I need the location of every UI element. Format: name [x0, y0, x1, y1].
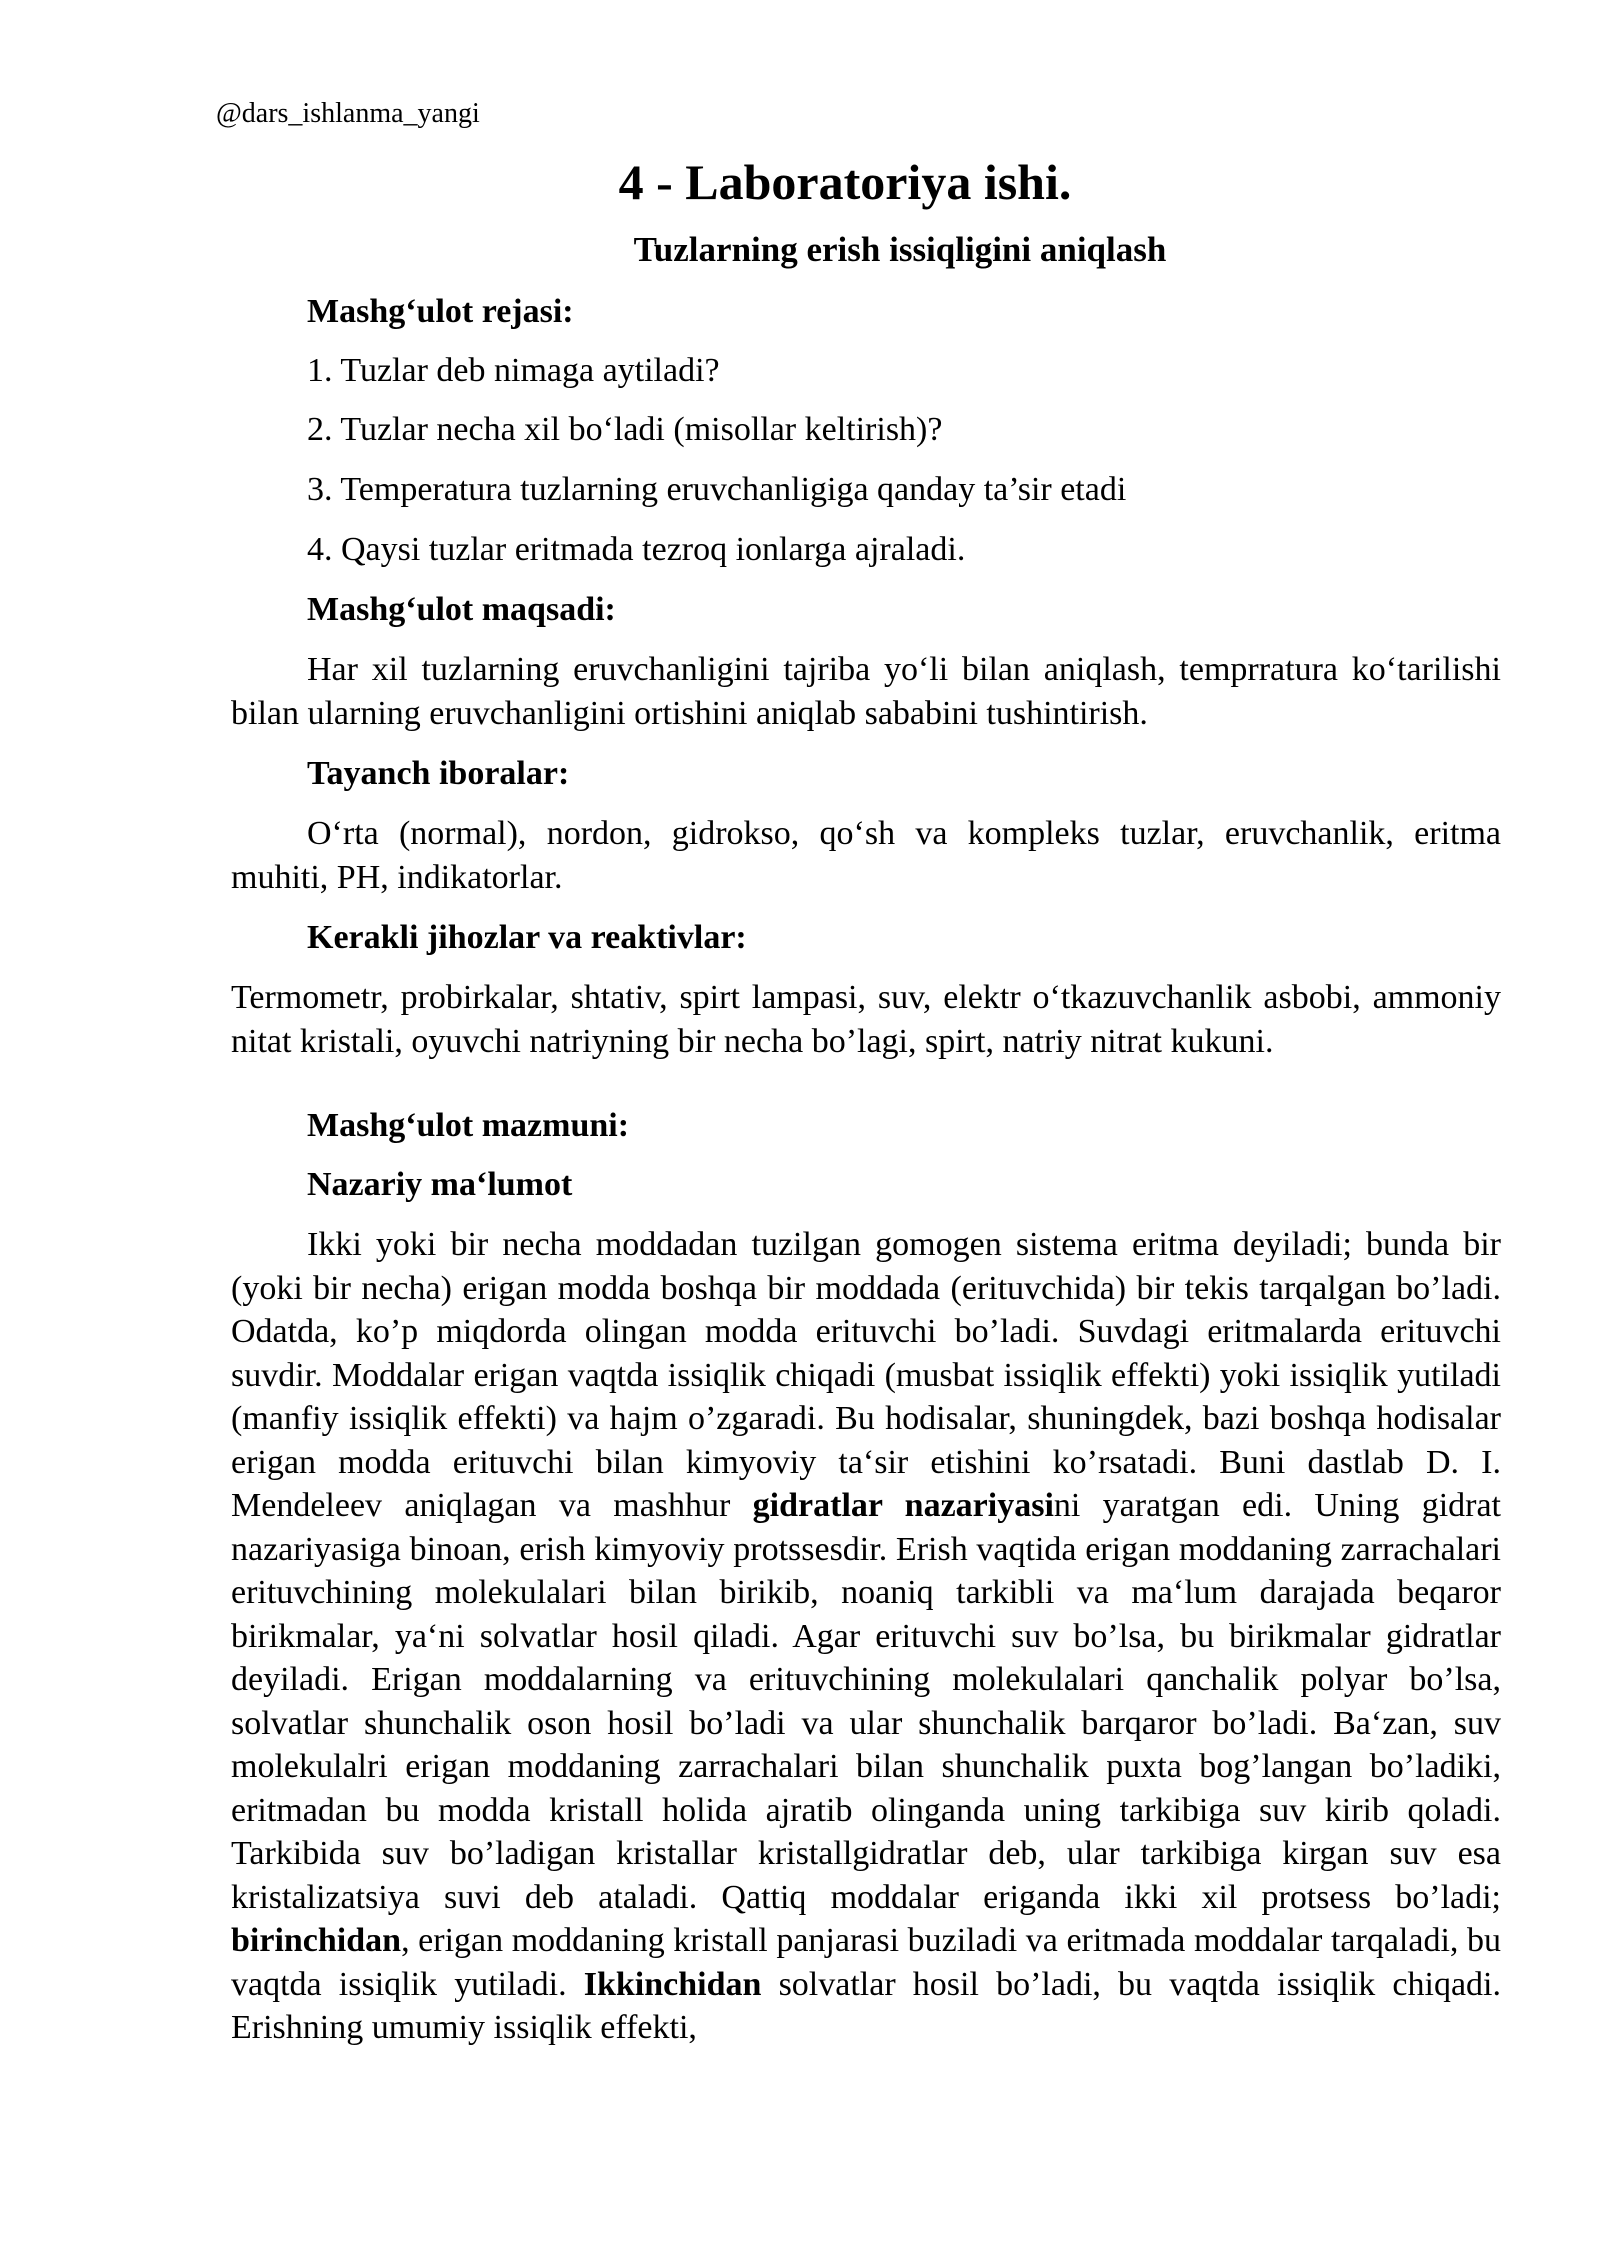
keywords-heading: Tayanch iboralar:	[307, 755, 570, 792]
keywords-text: O‘rta (normal), nordon, gidrokso, qo‘sh va kompleks tuzlar, eruvchanlik, eritma muhiti, PH, indikatorlar.	[231, 815, 1501, 896]
plan-item-1: 1. Tuzlar deb nimaga aytiladi?	[307, 352, 720, 389]
term-second: Ikkinchidan	[583, 1965, 762, 2003]
theory-paragraph	[231, 1223, 1501, 2050]
channel-watermark: @dars_ishlanma_yangi	[216, 98, 480, 129]
goal-text: Har xil tuzlarning eruvchanligini tajriba yo‘li bilan aniqlash, temprratura ko‘tarilishi bilan ularning eruvchanligini ortishini aniqlab sababini tushintirish.	[231, 651, 1501, 732]
equipment-text: Termometr, probirkalar, shtativ, spirt lampasi, suv, elektr o‘tkazuvchanlik asbobi, ammoniy nitat kristali, oyuvchi natriyning bir necha bo’lagi, spirt, natriy nitrat kukuni.	[231, 979, 1501, 1060]
page-subtitle: Tuzlarning erish issiqligini aniqlash	[633, 230, 1167, 269]
content-heading: Mashg‘ulot mazmuni:	[307, 1107, 630, 1144]
page-title: 4 - Laboratoriya ishi.	[618, 154, 1072, 210]
equipment-heading: Kerakli jihozlar va reaktivlar:	[307, 919, 747, 956]
goal-heading: Mashg‘ulot maqsadi:	[307, 591, 616, 628]
theory-text-4: solvatlar hosil bo’ladi, bu vaqtda issiqlik chiqadi. Erishning umumiy issiqlik effekti,	[231, 1965, 1501, 2046]
term-hydrate-theory: gidratlar nazariyasi	[752, 1487, 1054, 1524]
theory-text-1: Ikki yoki bir necha moddadan tuzilgan gomogen sistema eritma deyiladi; bunda bir (yoki bir necha) erigan modda boshqa bir moddada (erituvchida) bir tekis tarqalgan bo’ladi. Odatda, ko’p miqdorda olingan modda erituvchi bo’ladi. Suvdagi eritmalarda erituvchi suvdir. Moddalar erigan vaqtda issiqlik chiqadi (musbat issiqlik effekti) yoki issiqlik yutiladi (manfiy issiqlik effekti) va hajm o’zgaradi. Bu hodisalar, shuningdek, bazi boshqa hodisalar erigan modda erituvchi bilan kimyoviy ta‘sir etishini ko’rsatadi. Buni dastlab D. I. Mendeleev aniqlagan va mashhur	[231, 1226, 1501, 1524]
plan-heading: Mashg‘ulot rejasi:	[307, 293, 574, 330]
theory-text-3: , erigan moddaning kristall panjarasi buziladi va eritmada moddalar tarqaladi, bu vaqtda issiqlik yutiladi.	[231, 1922, 1501, 2003]
plan-item-3: 3. Temperatura tuzlarning eruvchanligiga qanday ta’sir etadi	[307, 471, 1127, 508]
theory-text-2: ni yaratgan edi. Uning gidrat nazariyasiga binoan, erish kimyoviy protssesdir. Erish vaqtida erigan moddaning zarrachalari erituvchining molekulalari bilan birikib, noaniq tarkibli va ma‘lum darajada beqaror birikmalar, ya‘ni solvatlar hosil qiladi. Agar erituvchi suv bo’lsa, bu birikmalar gidratlar deyiladi. Erigan moddalarning va erituvchining molekulalari qanchalik polyar bo’lsa, solvatlar shunchalik oson hosil bo’ladi va ular shunchalik barqaror bo’ladi. Ba‘zan, suv molekulalri erigan moddaning zarrachalari bilan shunchalik puxta bog’langan bo’ladiki, eritmadan bu modda kristall holida ajratib olinganda uning tarkibiga suv kirib qoladi. Tarkibida suv bo’ladigan kristallar kristallgidratlar deb, ular tarkibiga kirgan suv esa kristalizatsiya suvi deb ataladi. Qattiq moddalar eriganda ikki xil protsess bo’ladi;	[231, 1487, 1502, 1916]
term-first: birinchidan	[231, 1922, 402, 1959]
theory-subheading: Nazariy ma‘lumot	[307, 1166, 573, 1203]
plan-item-4: 4. Qaysi tuzlar eritmada tezroq ionlarga ajraladi.	[307, 531, 966, 568]
plan-item-2: 2. Tuzlar necha xil bo‘ladi (misollar keltirish)?	[307, 411, 943, 448]
